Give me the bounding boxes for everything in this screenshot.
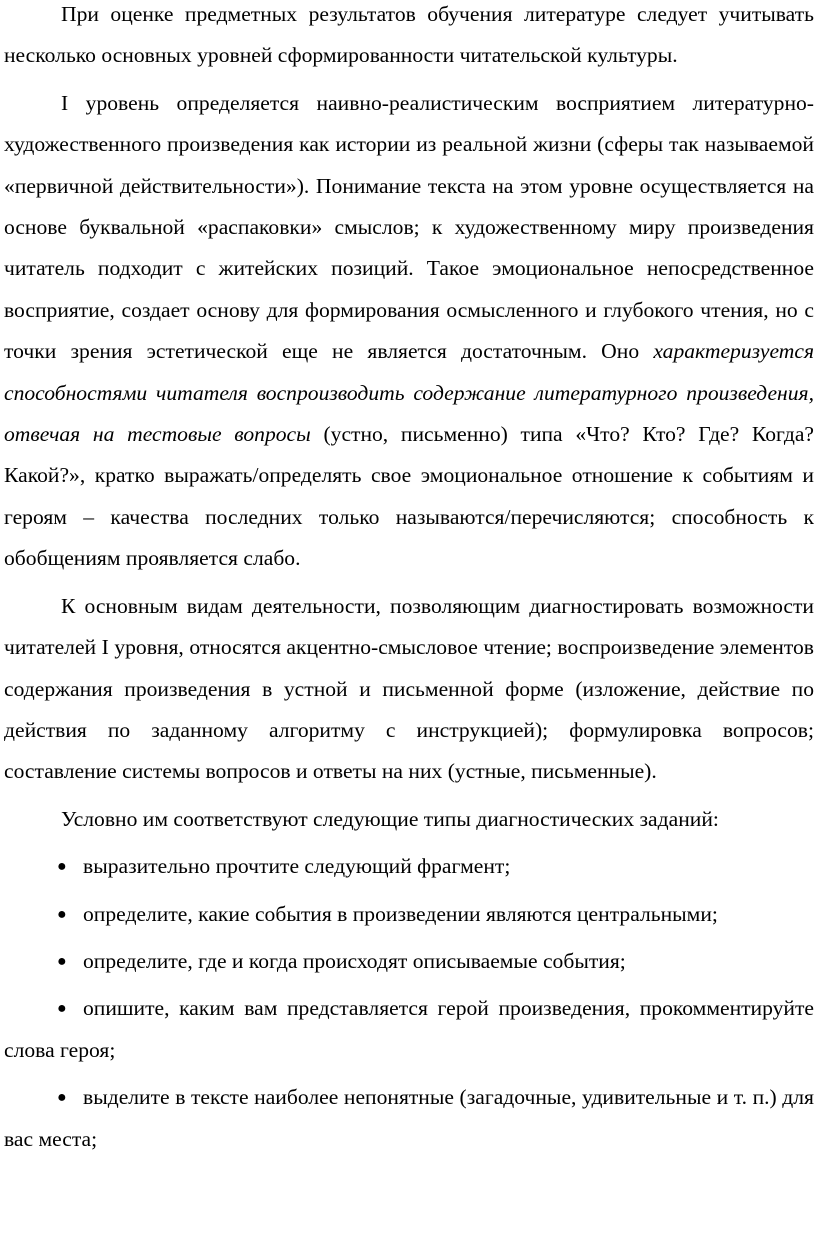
- bullet-icon: ●: [57, 952, 67, 970]
- paragraph-intro: При оценке предметных результатов обучения литературе следует учитывать несколько основных уровней сформированности читательской культуры.: [4, 2, 814, 68]
- list-item-text: определите, где и когда происходят описываемые события;: [83, 948, 626, 973]
- list-item: [4, 988, 814, 1071]
- paragraph-activities: К основным видам деятельности, позволяющим диагностировать возможности читателей I уровня, относятся акцентно-смысловое чтение; воспроизведение элементов содержания произведения в устной и письменной форме (изложение, действие по действия по заданному алгоритму с инструкцией); формулировка вопросов; составление системы вопросов и ответы на них (устные, письменные).: [4, 593, 814, 784]
- paragraph-level-one-end: (устно, письменно) типа «Что? Кто? Где? Когда? Какой?», кратко выражать/определять свое эмоциональное отношение к событиям и героям – качества последних только называются/перечисляются; способность к обобщениям проявляется слабо.: [4, 422, 814, 571]
- list-item: [4, 846, 814, 887]
- paragraph-task-types: Условно им соответствуют следующие типы диагностических заданий:: [61, 806, 719, 831]
- list-item-text: выделите в тексте наиболее непонятные (загадочные, удивительные и т. п.) для вас места;: [4, 1085, 814, 1151]
- bullet-icon: ●: [57, 1089, 67, 1107]
- bullet-icon: ●: [57, 858, 67, 876]
- bullet-icon: ●: [57, 1000, 67, 1018]
- list-item: [4, 1077, 814, 1160]
- list-item-text: выразительно прочтите следующий фрагмент;: [83, 854, 511, 879]
- list-item: [4, 941, 814, 982]
- bullet-icon: ●: [57, 905, 67, 923]
- list-item: [4, 894, 814, 935]
- paragraph-level-one-italic: характеризуется способностями читателя воспроизводить содержание литературного произведения, отвечая на тестовые вопросы: [4, 339, 814, 447]
- paragraph-level-one-start: I уровень определяется наивно-реалистическим восприятием литературно-художественного произведения как истории из реальной жизни (сферы так называемой «первичной действительности»). Понимание текста на этом уровне осуществляется на основе буквальной «распаковки» смыслов; к художественному миру произведения читатель подходит с житейских позиций. Такое эмоциональное непосредственное восприятие, создает основу для формирования осмысленного и глубокого чтения, но с точки зрения эстетической еще не является достаточным. Оно: [4, 90, 814, 364]
- list-item-text: опишите, каким вам представляется герой произведения, прокомментируйте слова героя;: [4, 996, 814, 1062]
- paragraph-level-one: [4, 83, 814, 580]
- list-item-text: определите, какие события в произведении являются центральными;: [83, 901, 718, 926]
